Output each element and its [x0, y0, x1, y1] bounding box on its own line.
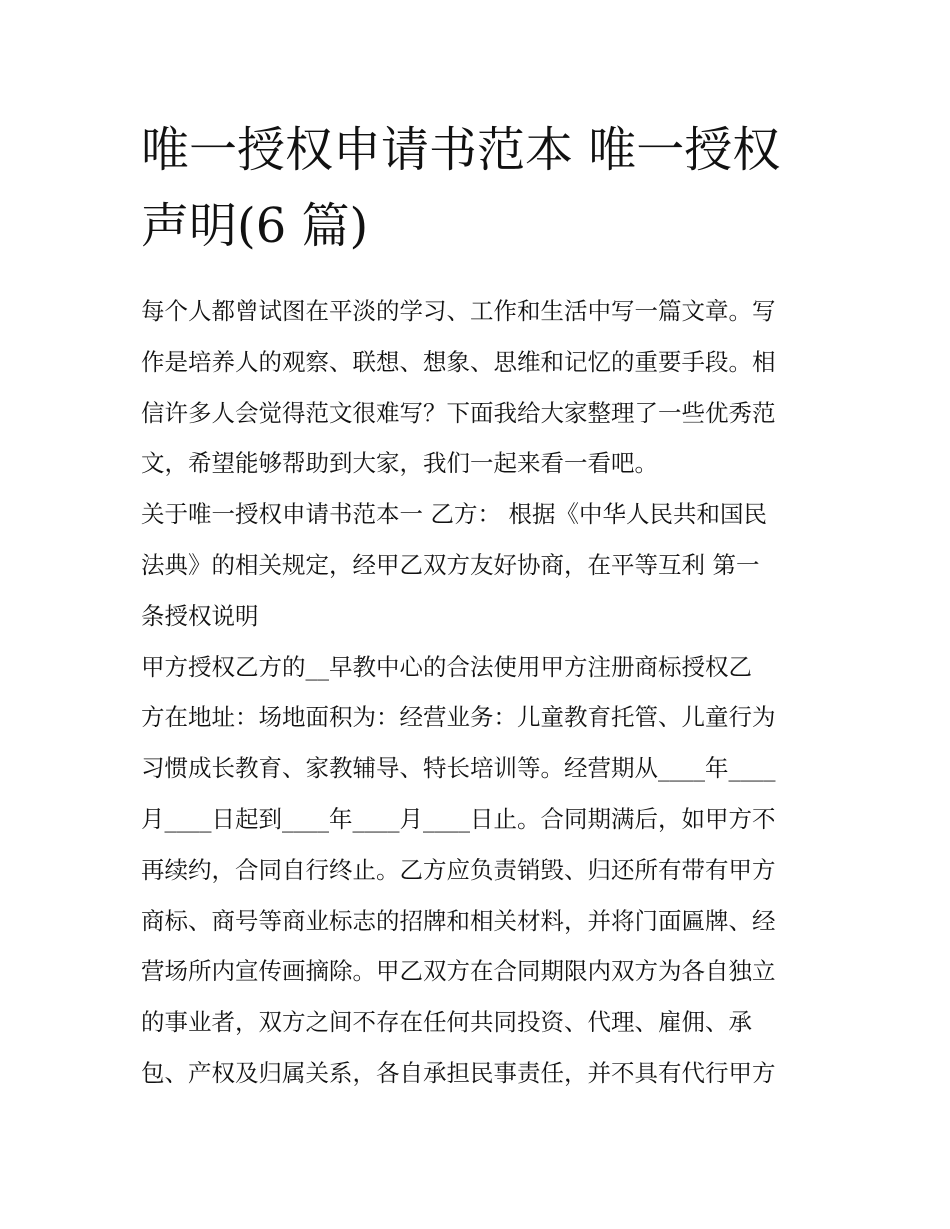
body-line: 商标、商号等商业标志的招牌和相关材料，并将门面匾牌、经	[141, 906, 776, 935]
title-line-1: 唯一授权申请书范本 唯一授权	[141, 122, 781, 178]
body-line: 作是培养人的观察、联想、想象、思维和记忆的重要手段。相	[141, 347, 776, 376]
title-line-2: 声明(6 篇)	[141, 198, 369, 254]
body-line: 法典》的相关规定，经甲乙双方友好协商，在平等互利 第一	[141, 550, 760, 579]
body-line: 再续约，合同自行终止。乙方应负责销毁、归还所有带有甲方	[141, 855, 776, 884]
body-line: 方在地址：场地面积为：经营业务：儿童教育托管、儿童行为	[141, 703, 776, 732]
document-title	[141, 112, 813, 264]
body-line: 包、产权及归属关系，各自承担民事责任，并不具有代行甲方	[141, 1058, 776, 1087]
body-line: 甲方授权乙方的__早教中心的合法使用甲方注册商标授权乙	[141, 652, 752, 681]
body-line: 习惯成长教育、家教辅导、特长培训等。经营期从____年____	[141, 754, 776, 783]
body-line: 的事业者，双方之间不存在任何共同投资、代理、雇佣、承	[141, 1008, 752, 1037]
document-body	[141, 286, 813, 1099]
body-line: 条授权说明	[141, 601, 259, 630]
body-line: 信许多人会觉得范文很难写？下面我给大家整理了一些优秀范	[141, 398, 776, 427]
body-line: 月____日起到____年____月____日止。合同期满后，如甲方不	[141, 804, 776, 833]
body-line: 营场所内宣传画摘除。甲乙双方在合同期限内双方为各自独立	[141, 957, 776, 986]
body-line: 每个人都曾试图在平淡的学习、工作和生活中写一篇文章。写	[141, 297, 776, 325]
body-line: 关于唯一授权申请书范本一 乙方： 根据《中华人民共和国民	[141, 500, 767, 529]
body-line: 文，希望能够帮助到大家，我们一起来看一看吧。	[141, 449, 658, 478]
document-page	[141, 112, 813, 1099]
